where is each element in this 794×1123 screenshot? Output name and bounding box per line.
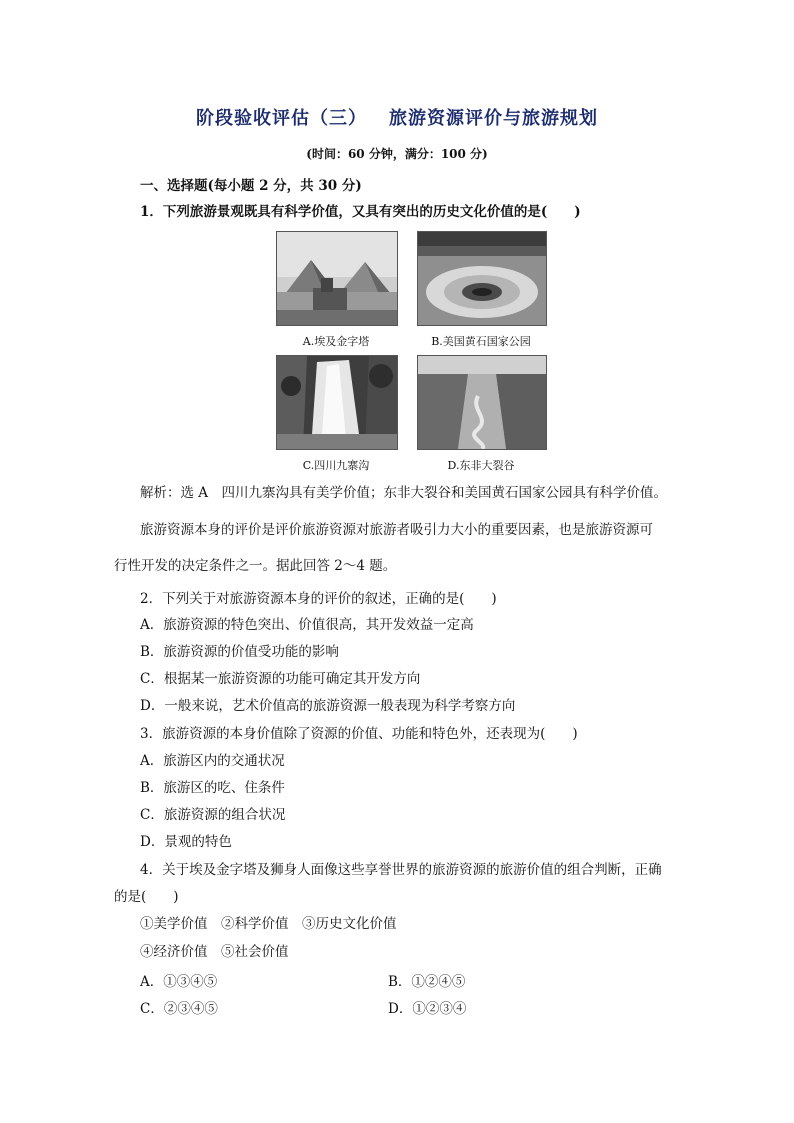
section-heading: 一、选择题(每小题 2 分，共 30 分) xyxy=(140,178,362,194)
question-3-option-b: B．旅游区的吃、住条件 xyxy=(140,780,285,796)
question-4-items-line-2: ④经济价值 ⑤社会价值 xyxy=(140,944,289,960)
question-2-option-a: A．旅游资源的特色突出、价值很高，其开发效益一定高 xyxy=(140,617,474,633)
passage-line-1: 旅游资源本身的评价是评价旅游资源对旅游者吸引力大小的重要因素，也是旅游资源可 xyxy=(140,522,653,538)
question-1-analysis: 解析：选 A 四川九寨沟具有美学价值；东非大裂谷和美国黄石国家公园具有科学价值。 xyxy=(140,485,668,501)
question-3-stem: 3．旅游资源的本身价值除了资源的价值、功能和特色外，还表现为( ) xyxy=(140,726,578,742)
question-2-option-b: B．旅游资源的价值受功能的影响 xyxy=(140,644,339,660)
caption-d: D.东非大裂谷 xyxy=(447,459,515,472)
caption-c: C.四川九寨沟 xyxy=(302,459,370,472)
question-4-stem-line-1: 4．关于埃及金字塔及狮身人面像这些享誉世界的旅游资源的旅游价值的组合判断，正确 xyxy=(140,862,662,878)
exam-info: (时间：60 分钟，满分：100 分) xyxy=(306,147,488,161)
waterfall-photo xyxy=(276,355,398,450)
caption-a: A.埃及金字塔 xyxy=(302,335,370,348)
question-3-option-c: C．旅游资源的组合状况 xyxy=(140,807,286,823)
question-4-option-d: D．①②③④ xyxy=(388,1001,467,1017)
question-2-stem: 2．下列关于对旅游资源本身的评价的叙述，正确的是( ) xyxy=(140,591,497,607)
question-4-option-a: A．①③④⑤ xyxy=(140,974,218,990)
page-title xyxy=(0,104,794,130)
question-2-option-c: C．根据某一旅游资源的功能可确定其开发方向 xyxy=(140,671,421,687)
title-part1: 阶段验收评估（三） xyxy=(196,108,367,129)
hot-spring-photo xyxy=(417,231,547,326)
pyramid-photo xyxy=(276,231,398,326)
rift-valley-photo xyxy=(417,355,547,450)
caption-b: B.美国黄石国家公园 xyxy=(431,335,531,348)
question-2-option-d: D．一般来说，艺术价值高的旅游资源一般表现为科学考察方向 xyxy=(140,698,516,714)
question-4-items-line-1: ①美学价值 ②科学价值 ③历史文化价值 xyxy=(140,916,397,932)
question-3-option-a: A．旅游区内的交通状况 xyxy=(140,753,285,769)
question-4-option-c: C．②③④⑤ xyxy=(140,1001,218,1017)
question-3-option-d: D．景观的特色 xyxy=(140,834,232,850)
question-4-option-b: B．①②④⑤ xyxy=(388,974,466,990)
question-1-stem: 1．下列旅游景观既具有科学价值，又具有突出的历史文化价值的是( ) xyxy=(140,204,581,220)
title-part2: 旅游资源评价与旅游规划 xyxy=(389,108,598,129)
passage-line-2: 行性开发的决定条件之一。据此回答 2～4 题。 xyxy=(114,558,397,574)
question-4-stem-line-2: 的是( ) xyxy=(114,889,179,905)
